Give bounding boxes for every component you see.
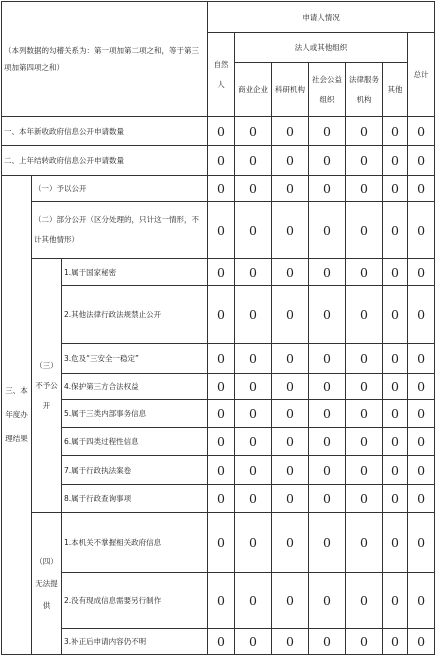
value-cell: 0 — [346, 573, 383, 629]
value-cell: 0 — [309, 400, 346, 428]
row-label: （二）部分公开（区分处理的，只计这一情形，不计其他情形） — [32, 202, 208, 259]
value-cell: 0 — [208, 146, 235, 176]
value-cell: 0 — [208, 176, 235, 202]
row-label: 7.属于行政执法案卷 — [62, 456, 208, 485]
value-cell: 0 — [383, 374, 408, 400]
value-cell: 0 — [408, 629, 435, 655]
row-label: （一）予以公开 — [32, 176, 208, 202]
value-cell: 0 — [383, 629, 408, 655]
value-cell: 0 — [383, 176, 408, 202]
value-cell: 0 — [309, 286, 346, 344]
value-cell: 0 — [272, 400, 309, 428]
value-cell: 0 — [272, 513, 309, 573]
value-cell: 0 — [272, 259, 309, 286]
value-cell: 0 — [235, 456, 272, 485]
value-cell: 0 — [208, 513, 235, 573]
value-cell: 0 — [309, 629, 346, 655]
note-cell: （本列数据的勾稽关系为：第一项加第二项之和，等于第三项加第四项之和） — [2, 2, 208, 117]
disclosure-table — [1, 1, 435, 655]
value-cell: 0 — [309, 259, 346, 286]
value-cell: 0 — [208, 202, 235, 259]
value-cell: 0 — [272, 344, 309, 374]
value-cell: 0 — [272, 456, 309, 485]
value-cell: 0 — [346, 428, 383, 456]
value-cell: 0 — [235, 513, 272, 573]
group-four-label: （四）无法提供 — [32, 513, 62, 655]
value-cell: 0 — [309, 117, 346, 146]
value-cell: 0 — [309, 428, 346, 456]
value-cell: 0 — [408, 456, 435, 485]
value-cell: 0 — [383, 344, 408, 374]
value-cell: 0 — [309, 374, 346, 400]
value-cell: 0 — [235, 629, 272, 655]
value-cell: 0 — [235, 485, 272, 513]
value-cell: 0 — [235, 259, 272, 286]
value-cell: 0 — [235, 400, 272, 428]
row-label: 2.其他法律行政法规禁止公开 — [62, 286, 208, 344]
value-cell: 0 — [309, 513, 346, 573]
value-cell: 0 — [208, 286, 235, 344]
value-cell: 0 — [208, 428, 235, 456]
value-cell: 0 — [346, 485, 383, 513]
value-cell: 0 — [309, 202, 346, 259]
value-cell: 0 — [408, 428, 435, 456]
value-cell: 0 — [208, 374, 235, 400]
row-label: 3.补正后申请内容仍不明 — [62, 629, 208, 655]
value-cell: 0 — [408, 374, 435, 400]
value-cell: 0 — [235, 176, 272, 202]
value-cell: 0 — [309, 344, 346, 374]
value-cell: 0 — [346, 456, 383, 485]
value-cell: 0 — [272, 485, 309, 513]
value-cell: 0 — [408, 513, 435, 573]
value-cell: 0 — [208, 117, 235, 146]
natural-person-header: 自然人 — [208, 33, 235, 117]
value-cell: 0 — [408, 344, 435, 374]
value-cell: 0 — [272, 573, 309, 629]
value-cell: 0 — [272, 146, 309, 176]
value-cell: 0 — [383, 456, 408, 485]
value-cell: 0 — [346, 146, 383, 176]
other-header: 其他 — [383, 63, 408, 117]
total-header: 总计 — [408, 33, 435, 117]
value-cell: 0 — [383, 400, 408, 428]
research-header: 科研机构 — [272, 63, 309, 117]
value-cell: 0 — [235, 202, 272, 259]
row-label: 一、本年新收政府信息公开申请数量 — [2, 117, 208, 146]
value-cell: 0 — [346, 513, 383, 573]
value-cell: 0 — [383, 286, 408, 344]
value-cell: 0 — [208, 344, 235, 374]
value-cell: 0 — [383, 485, 408, 513]
value-cell: 0 — [346, 176, 383, 202]
value-cell: 0 — [272, 286, 309, 344]
value-cell: 0 — [383, 202, 408, 259]
value-cell: 0 — [272, 117, 309, 146]
value-cell: 0 — [208, 456, 235, 485]
value-cell: 0 — [208, 629, 235, 655]
value-cell: 0 — [383, 428, 408, 456]
value-cell: 0 — [272, 629, 309, 655]
value-cell: 0 — [309, 146, 346, 176]
value-cell: 0 — [272, 176, 309, 202]
value-cell: 0 — [272, 374, 309, 400]
legal-group-header: 法人或其他组织 — [235, 33, 408, 63]
value-cell: 0 — [408, 146, 435, 176]
value-cell: 0 — [408, 259, 435, 286]
value-cell: 0 — [346, 629, 383, 655]
value-cell: 0 — [408, 202, 435, 259]
value-cell: 0 — [408, 286, 435, 344]
value-cell: 0 — [408, 117, 435, 146]
value-cell: 0 — [235, 374, 272, 400]
value-cell: 0 — [235, 573, 272, 629]
value-cell: 0 — [346, 400, 383, 428]
legal-service-header: 法律服务机构 — [346, 63, 383, 117]
applicant-situation-header: 申请人情况 — [208, 2, 435, 33]
value-cell: 0 — [208, 259, 235, 286]
value-cell: 0 — [272, 202, 309, 259]
value-cell: 0 — [346, 259, 383, 286]
row-label: 二、上年结转政府信息公开申请数量 — [2, 146, 208, 176]
value-cell: 0 — [208, 400, 235, 428]
row-label: 8.属于行政查询事项 — [62, 485, 208, 513]
social-header: 社会公益组织 — [309, 63, 346, 117]
value-cell: 0 — [383, 573, 408, 629]
value-cell: 0 — [408, 485, 435, 513]
value-cell: 0 — [346, 374, 383, 400]
row-label: 6.属于四类过程性信息 — [62, 428, 208, 456]
value-cell: 0 — [309, 485, 346, 513]
value-cell: 0 — [383, 146, 408, 176]
value-cell: 0 — [235, 146, 272, 176]
value-cell: 0 — [346, 344, 383, 374]
row-label: 3.危及“三安全一稳定” — [62, 344, 208, 374]
row-label: 1.本机关不掌握相关政府信息 — [62, 513, 208, 573]
value-cell: 0 — [383, 259, 408, 286]
value-cell: 0 — [208, 573, 235, 629]
value-cell: 0 — [346, 202, 383, 259]
value-cell: 0 — [408, 400, 435, 428]
value-cell: 0 — [272, 428, 309, 456]
row-label: 2.没有现成信息需要另行制作 — [62, 573, 208, 629]
value-cell: 0 — [408, 176, 435, 202]
value-cell: 0 — [208, 485, 235, 513]
value-cell: 0 — [383, 117, 408, 146]
value-cell: 0 — [309, 176, 346, 202]
value-cell: 0 — [309, 573, 346, 629]
value-cell: 0 — [235, 117, 272, 146]
value-cell: 0 — [235, 286, 272, 344]
row-label: 1.属于国家秘密 — [62, 259, 208, 286]
value-cell: 0 — [383, 513, 408, 573]
value-cell: 0 — [346, 286, 383, 344]
value-cell: 0 — [408, 573, 435, 629]
row-label: 5.属于三类内部事务信息 — [62, 400, 208, 428]
group-three-label: （三）不予公开 — [32, 259, 62, 513]
value-cell: 0 — [235, 344, 272, 374]
value-cell: 0 — [309, 456, 346, 485]
section-three-label: 三、本年度办理结果 — [2, 176, 32, 655]
row-label: 4.保护第三方合法权益 — [62, 374, 208, 400]
commercial-header: 商业企业 — [235, 63, 272, 117]
value-cell: 0 — [235, 428, 272, 456]
value-cell: 0 — [346, 117, 383, 146]
